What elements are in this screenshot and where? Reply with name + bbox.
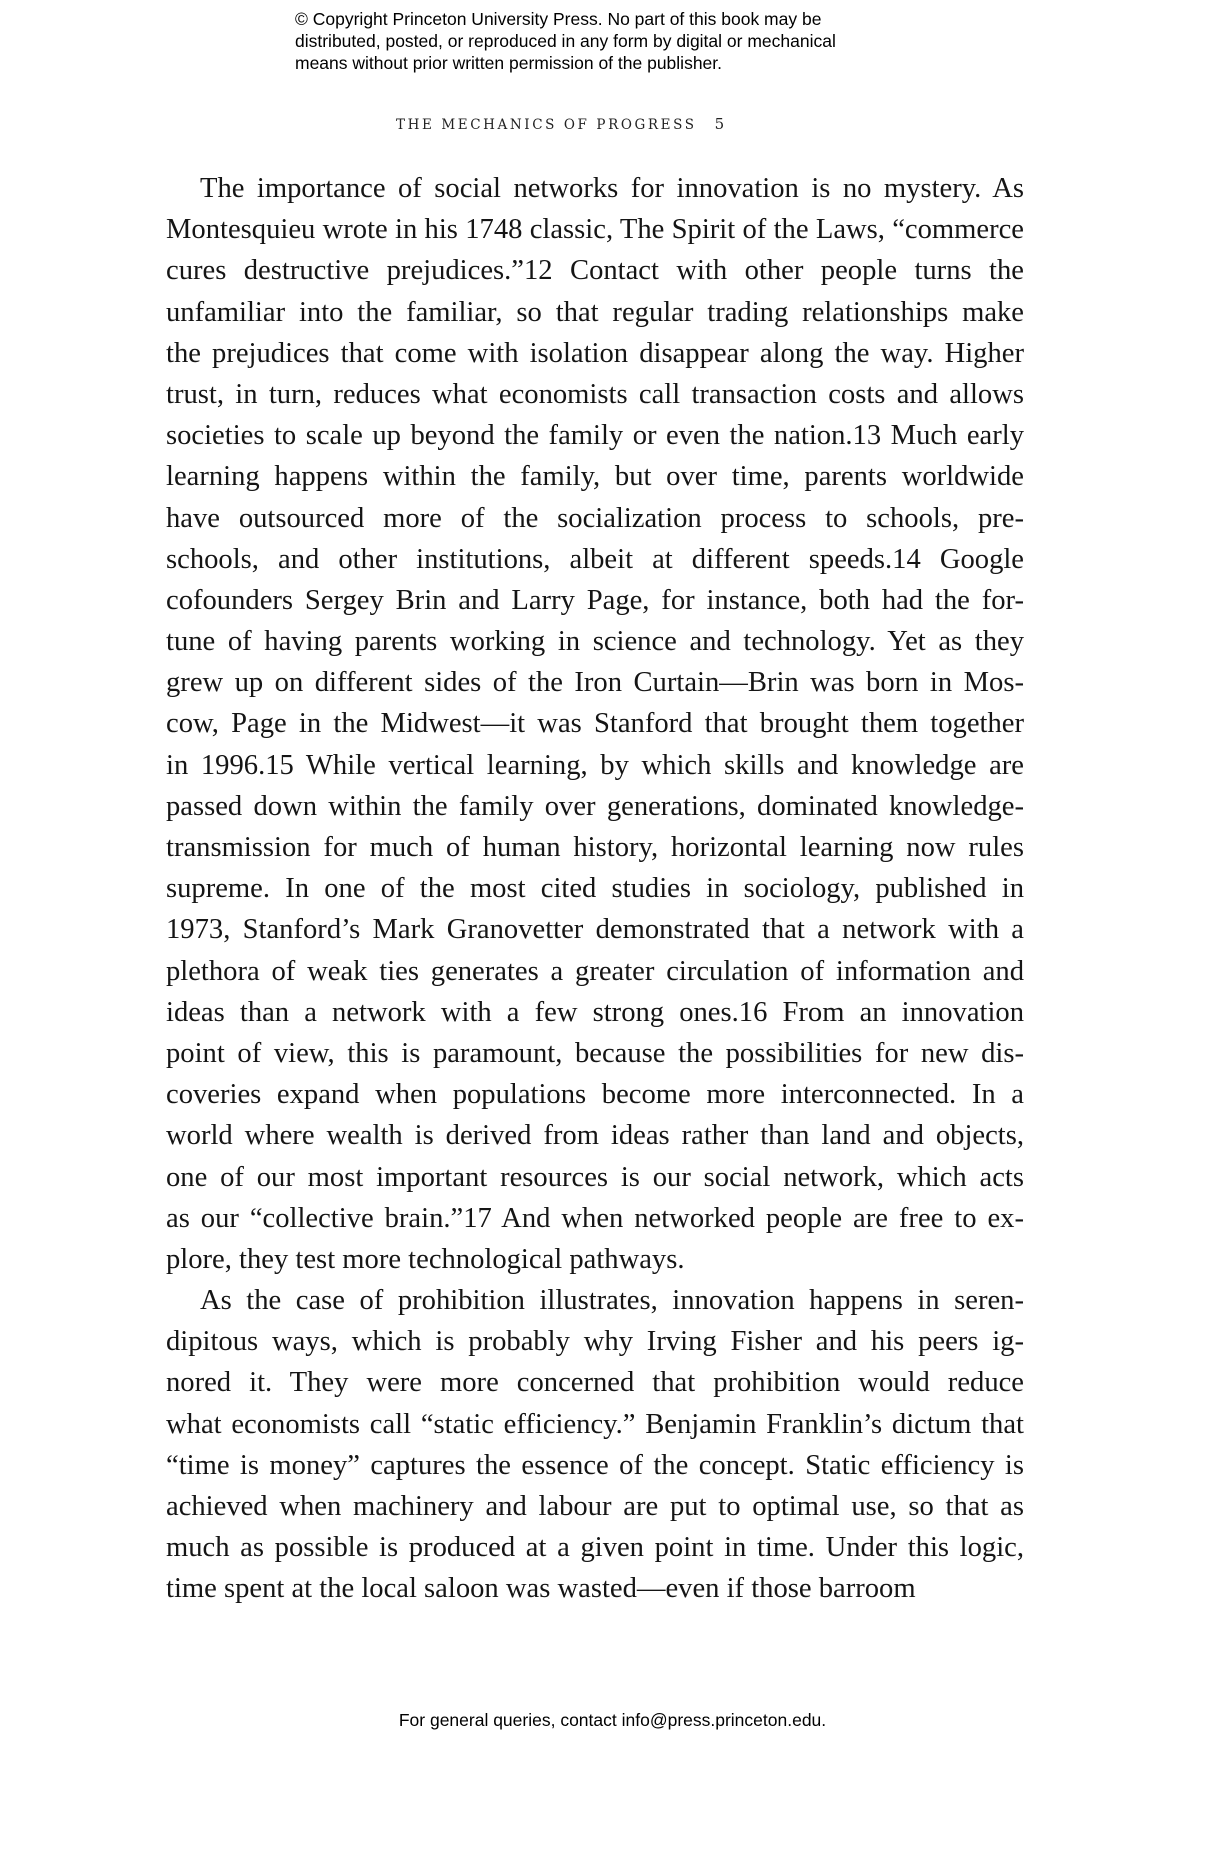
text-line: as our “collective brain.”17 And when networked people are free to ex- (166, 1202, 1024, 1234)
text-line: the prejudices that come with isolation disappear along the way. Higher (166, 337, 1024, 369)
text-line: “time is money” captures the essence of the concept. Static efficiency is (166, 1449, 1024, 1481)
text-line: transmission for much of human history, horizontal learning now rules (166, 832, 1024, 863)
text-line: schools, and other institutions, albeit at different speeds.14 Google (166, 543, 1024, 575)
text-line: grew up on different sides of the Iron Curtain—Brin was born in Mos- (166, 667, 1024, 699)
footer-contact: For general queries, contact info@press.princeton.edu. (398, 1710, 827, 1730)
text-line: supreme. In one of the most cited studies in sociology, published in (166, 873, 1024, 905)
text-line: trust, in turn, reduces what economists call transaction costs and allows (166, 378, 1024, 410)
copyright-line: © Copyright Princeton University Press. No part of this book may be (295, 9, 822, 29)
page-number: 5 (714, 115, 725, 133)
text-line: 1973, Stanford’s Mark Granovetter demonstrated that a network with a (166, 914, 1024, 946)
copyright-line: distributed, posted, or reproduced in any form by digital or mechanical (295, 31, 836, 51)
text-line: one of our most important resources is our social network, which acts (166, 1161, 1024, 1193)
text-line: plethora of weak ties generates a greater circulation of information and (166, 955, 1024, 987)
paragraph (166, 168, 1024, 1280)
text-line: world where wealth is derived from ideas rather than land and objects, (166, 1120, 1024, 1152)
text-line: Montesquieu wrote in his 1748 classic, The Spirit of the Laws, “commerce (166, 214, 1024, 246)
text-line: unfamiliar into the familiar, so that regular trading relationships make (166, 296, 1024, 328)
text-line: As the case of prohibition illustrates, innovation happens in seren- (200, 1285, 1024, 1317)
text-line: cures destructive prejudices.”12 Contact with other people turns the (166, 255, 1024, 287)
copyright-line: means without prior written permission of the publisher. (295, 53, 723, 73)
text-line: passed down within the family over generations, dominated knowledge- (166, 790, 1024, 822)
paragraph (166, 1280, 1024, 1610)
body-text (166, 168, 1024, 1610)
running-head-title: THE MECHANICS OF PROGRESS (396, 117, 697, 133)
text-line: plore, they test more technological pathways. (166, 1243, 685, 1275)
running-head (396, 115, 724, 133)
text-line: in 1996.15 While vertical learning, by which skills and knowledge are (166, 749, 1024, 781)
text-line: achieved when machinery and labour are put to optimal use, so that as (166, 1491, 1024, 1522)
text-line: point of view, this is paramount, because the possibilities for new dis- (166, 1037, 1024, 1069)
text-line: The importance of social networks for innovation is no mystery. As (200, 173, 1024, 204)
text-line: societies to scale up beyond the family or even the nation.13 Much early (166, 420, 1024, 452)
text-line: much as possible is produced at a given point in time. Under this logic, (166, 1532, 1024, 1564)
text-line: nored it. They were more concerned that prohibition would reduce (166, 1367, 1024, 1399)
text-line: cofounders Sergey Brin and Larry Page, for instance, both had the for- (166, 584, 1024, 616)
copyright-notice (295, 8, 955, 74)
text-line: time spent at the local saloon was wasted—even if those barroom (166, 1573, 916, 1605)
text-line: tune of having parents working in science and technology. Yet as they (166, 626, 1024, 658)
text-line: ideas than a network with a few strong ones.16 From an innovation (166, 996, 1024, 1028)
text-line: coveries expand when populations become more interconnected. In a (166, 1079, 1024, 1111)
text-line: what economists call “static efficiency.” Benjamin Franklin’s dictum that (166, 1408, 1024, 1440)
text-line: dipitous ways, which is probably why Irving Fisher and his peers ig- (166, 1326, 1024, 1358)
text-line: learning happens within the family, but over time, parents worldwide (166, 461, 1024, 493)
text-line: have outsourced more of the socialization process to schools, pre- (166, 502, 1024, 534)
text-line: cow, Page in the Midwest—it was Stanford that brought them together (166, 708, 1024, 740)
